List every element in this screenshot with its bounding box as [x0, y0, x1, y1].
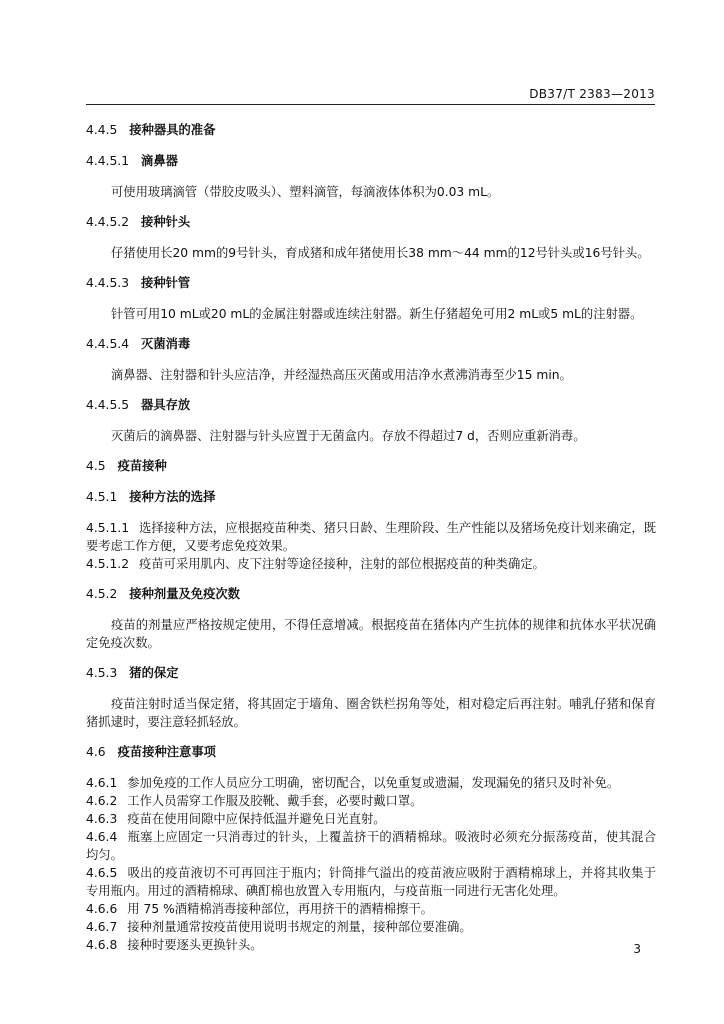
list-item: 4.5.1.1 选择接种方法，应根据疫苗种类、猪只日龄、生理阶段、生产性能以及猪场免疫计划来确定，既要考虑工作方便，又要考虑免疫效果。: [86, 521, 656, 553]
list-item: 4.6.7 接种剂量通常按疫苗使用说明书规定的剂量，接种部位要准确。: [86, 920, 472, 934]
list-item: 4.6.4 瓶塞上应固定一只消毒过的针头，上覆盖挤干的酒精棉球。吸液时必须充分振荡疫苗，使其混合均匀。: [86, 830, 656, 862]
section-heading: 4.4.5.2 接种针头: [86, 215, 191, 229]
paragraph: 针管可用10 mL或20 mL的金属注射器或连续注射器。新生仔猪超免可用2 mL或5 mL的注射器。: [111, 307, 643, 321]
section-heading: 4.4.5 接种器具的准备: [86, 123, 216, 137]
section-heading: 4.4.5.4 灭菌消毒: [86, 337, 191, 351]
section-heading: 4.5.3 猪的保定: [86, 666, 179, 680]
paragraph: 滴鼻器、注射器和针头应洁净，并经湿热高压灭菌或用洁净水煮沸消毒至少15 min。: [111, 368, 572, 382]
document-code: DB37/T 2383—2013: [529, 87, 655, 101]
list-item: 4.6.5 吸出的疫苗液切不可再回注于瓶内；针筒排气溢出的疫苗液应吸附于酒精棉球上，并将其收集于专用瓶内。用过的酒精棉球、碘酊棉也放置入专用瓶内，与疫苗瓶一同进行无害化处理。: [86, 866, 656, 898]
paragraph: 疫苗的剂量应严格按规定使用，不得任意增减。根据疫苗在猪体内产生抗体的规律和抗体水平状况确定免疫次数。: [86, 618, 656, 650]
section-heading: 4.6 疫苗接种注意事项: [86, 745, 216, 759]
list-item: 4.6.1 参加免疫的工作人员应分工明确，密切配合，以免重复或遗漏，发现漏免的猪只及时补免。: [86, 776, 620, 790]
header-rule: [86, 104, 655, 105]
section-heading: 4.5 疫苗接种: [86, 459, 167, 473]
section-heading: 4.4.5.3 接种针管: [86, 276, 191, 290]
paragraph: 灭菌后的滴鼻器、注射器与针头应置于无菌盒内。存放不得超过7 d，否则应重新消毒。: [111, 429, 586, 443]
section-heading: 4.5.1 接种方法的选择: [86, 490, 216, 504]
list-item: 4.5.1.2 疫苗可采用肌内、皮下注射等途径接种，注射的部位根据疫苗的种类确定。: [86, 557, 545, 571]
section-heading: 4.5.2 接种剂量及免疫次数: [86, 587, 240, 601]
list-item: 4.6.2 工作人员需穿工作服及胶靴、戴手套，必要时戴口罩。: [86, 794, 423, 808]
list-item: 4.6.3 疫苗在使用间隙中应保持低温并避免日光直射。: [86, 812, 386, 826]
section-heading: 4.4.5.1 滴鼻器: [86, 154, 178, 168]
document-body: [86, 112, 656, 954]
paragraph: 疫苗注射时适当保定猪，将其固定于墙角、圈舍铁栏拐角等处，相对稳定后再注射。哺乳仔猪和保育猪抓逮时，要注意轻抓轻放。: [86, 697, 656, 729]
section-heading: 4.4.5.5 器具存放: [86, 398, 191, 412]
list-item: 4.6.8 接种时要逐头更换针头。: [86, 938, 263, 952]
paragraph: 仔猪使用长20 mm的9号针头，育成猪和成年猪使用长38 mm～44 mm的12号针头或16号针头。: [111, 246, 650, 260]
list-item: 4.6.6 用 75 %酒精棉消毒接种部位，再用挤干的酒精棉擦干。: [86, 902, 433, 916]
page-number: 3: [633, 942, 641, 956]
paragraph: 可使用玻璃滴管（带胶皮吸头）、塑料滴管，每滴液体体积为0.03 mL。: [111, 185, 500, 199]
